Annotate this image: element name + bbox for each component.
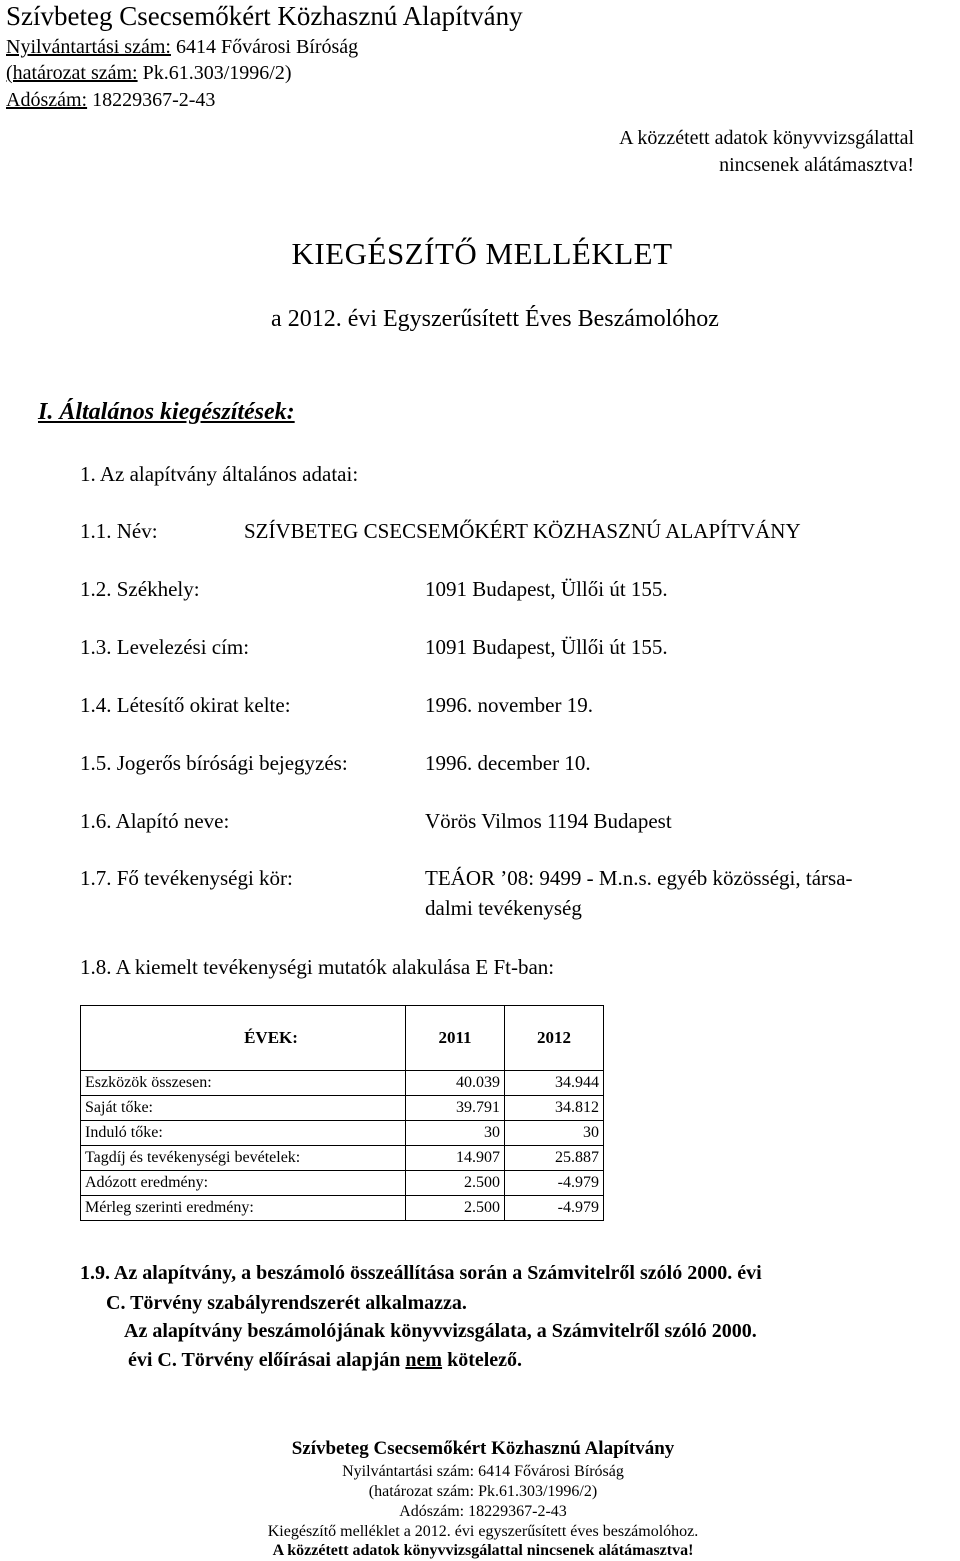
decision-line [6, 60, 292, 86]
tax-number-label: Adószám: [6, 89, 88, 111]
paragraph-1-9-line1: 1.9. Az alapítvány, a beszámoló összeállítása során a Számvitelről szóló 2000. évi [80, 1262, 762, 1284]
table-cell-label: Induló tőke: [81, 1121, 406, 1146]
tax-number-line [6, 87, 215, 113]
table-cell-label: Saját tőke: [81, 1096, 406, 1121]
table-cell-2011: 39.791 [406, 1096, 505, 1121]
decision-label: (határozat szám: [6, 62, 138, 84]
paragraph-1-9-line4-before: évi C. Törvény előírásai alapján [128, 1349, 401, 1371]
table-row [81, 1121, 604, 1146]
row-mailing-label: 1.3. Levelezési cím: [80, 635, 250, 659]
table-cell-2012: 25.887 [505, 1146, 604, 1171]
row-registration-label: 1.5. Jogerős bírósági bejegyzés: [80, 751, 348, 775]
paragraph-1-9-line4-after: kötelező. [447, 1349, 523, 1371]
indicators-heading: 1.8. A kiemelt tevékenységi mutatók alakulása E Ft-ban: [80, 955, 555, 979]
general-data-heading: 1. Az alapítvány általános adatai: [80, 462, 359, 486]
footer-disclaimer: A közzétett adatok könyvvizsgálattal nincsenek alátámasztva! [272, 1542, 694, 1559]
row-seat-label: 1.2. Székhely: [80, 577, 200, 601]
table-cell-2012: 34.944 [505, 1071, 604, 1096]
tax-number-value: 18229367-2-43 [92, 89, 216, 111]
footer-note: Kiegészítő melléklet a 2012. évi egyszerűsített éves beszámolóhoz. [267, 1523, 699, 1540]
row-founder-value: Vörös Vilmos 1194 Budapest [425, 809, 672, 833]
table-row [81, 1096, 604, 1121]
footer-decision: (határozat szám: Pk.61.303/1996/2) [368, 1483, 598, 1500]
table-cell-label: Eszközök összesen: [81, 1071, 406, 1096]
paragraph-1-9-line3: Az alapítvány beszámolójának könyvvizsgálata, a Számvitelről szóló 2000. [124, 1320, 757, 1342]
table-cell-label: Tagdíj és tevékenységi bevételek: [81, 1146, 406, 1171]
table-cell-2011: 30 [406, 1121, 505, 1146]
table-cell-2011: 2.500 [406, 1171, 505, 1196]
table-cell-label: Mérleg szerinti eredmény: [81, 1196, 406, 1221]
row-activity-value-line1: TEÁOR ’08: 9499 - M.n.s. egyéb közösségi, társa- [425, 866, 853, 890]
table-cell-label: Adózott eredmény: [81, 1171, 406, 1196]
decision-value: Pk.61.303/1996/2) [142, 62, 292, 84]
table-cell-2012: 34.812 [505, 1096, 604, 1121]
table-header-2012: 2012 [505, 1006, 604, 1071]
table-cell-2011: 2.500 [406, 1196, 505, 1221]
row-seat-value: 1091 Budapest, Üllői út 155. [425, 577, 668, 601]
row-registration-value: 1996. december 10. [425, 751, 591, 775]
row-name-label: 1.1. Név: [80, 519, 158, 543]
registry-value: 6414 Fővárosi Bíróság [175, 36, 359, 58]
footer-registry: Nyilvántartási szám: 6414 Fővárosi Bíróság [342, 1463, 624, 1480]
document-subtitle: a 2012. évi Egyszerűsített Éves Beszámolóhoz [271, 306, 719, 332]
row-activity-value-line2: dalmi tevékenység [425, 896, 582, 920]
table-row [81, 1146, 604, 1171]
footer-tax-number: Adószám: 18229367-2-43 [399, 1503, 567, 1520]
registry-line [6, 34, 358, 60]
footer-org-name: Szívbeteg Csecsemőkért Közhasznú Alapítvány [291, 1438, 675, 1459]
table-header-years: ÉVEK: [81, 1006, 406, 1071]
row-founding-value: 1996. november 19. [425, 693, 593, 717]
row-founding-label: 1.4. Létesítő okirat kelte: [80, 693, 291, 717]
table-cell-2012: -4.979 [505, 1196, 604, 1221]
paragraph-1-9-line4-emphasis: nem [405, 1349, 443, 1371]
row-founder-label: 1.6. Alapító neve: [80, 809, 230, 833]
table-row [81, 1071, 604, 1096]
table-header-2011: 2011 [406, 1006, 505, 1071]
table-cell-2012: -4.979 [505, 1171, 604, 1196]
audit-notice-line2: nincsenek alátámasztva! [719, 154, 914, 176]
table-header-row [81, 1006, 604, 1071]
table-row [81, 1171, 604, 1196]
organization-title: Szívbeteg Csecsemőkért Közhasznú Alapítvány [6, 1, 523, 31]
row-mailing-value: 1091 Budapest, Üllői út 155. [425, 635, 668, 659]
document-title: KIEGÉSZÍTŐ MELLÉKLET [291, 236, 673, 271]
paragraph-1-9-line2: C. Törvény szabályrendszerét alkalmazza. [106, 1292, 467, 1314]
row-name-value: SZÍVBETEG CSECSEMŐKÉRT KÖZHASZNÚ ALAPÍTVÁNY [244, 519, 801, 543]
registry-label: Nyilvántartási szám: [6, 36, 171, 58]
table-cell-2011: 40.039 [406, 1071, 505, 1096]
indicators-table [80, 1005, 604, 1221]
table-cell-2011: 14.907 [406, 1146, 505, 1171]
section-heading: I. Általános kiegészítések: [38, 399, 295, 425]
audit-notice-line1: A közzétett adatok könyvvizsgálattal [619, 127, 914, 149]
table-row [81, 1196, 604, 1221]
table-cell-2012: 30 [505, 1121, 604, 1146]
paragraph-1-9-line4 [128, 1345, 960, 1375]
row-activity-label: 1.7. Fő tevékenységi kör: [80, 866, 293, 890]
